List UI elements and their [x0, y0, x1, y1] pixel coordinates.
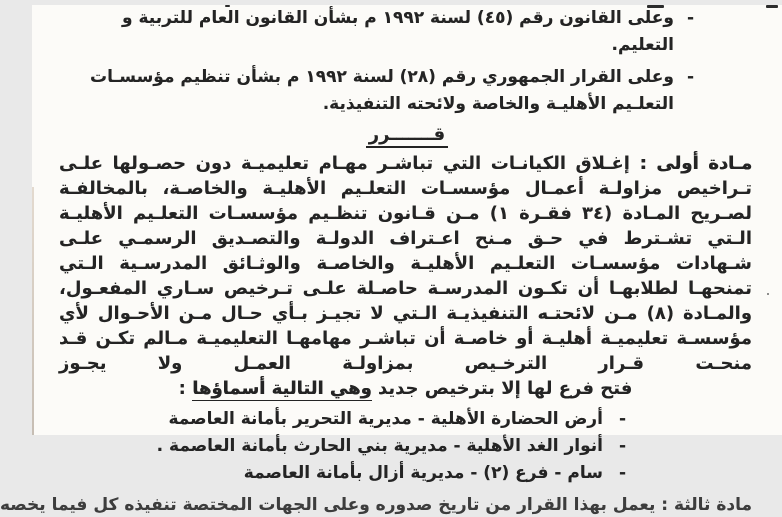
- dash-marker: -: [686, 67, 694, 87]
- dash-marker: -: [686, 8, 694, 28]
- scan-speck: [767, 293, 769, 295]
- scanned-decree-document: [0, 5, 782, 515]
- dash-marker: -: [618, 409, 626, 429]
- closing-prefix-text: فتح فرع لها إلا بترخيص جديد: [371, 378, 633, 399]
- school-name-text: أرض الحضارة الأهلية - مديرية التحرير بأمانة العاصمة: [168, 409, 603, 429]
- clipped-bottom-line: مادة ثالثة : يعمل بهذا القرار من تاريخ صدوره وعلى الجهات المختصة تنفيذه كل فيما يخصه: [0, 495, 752, 515]
- schools-list: [32, 406, 626, 487]
- decree-heading: [32, 123, 782, 146]
- article-one-closing-line: [59, 376, 752, 401]
- preamble-clause-text: وعلى القرار الجمهوري رقم (٢٨) لسنة ١٩٩٢ م بشأن تنظيم مؤسسـات التعلـيم الأهليـة والخاصة ولائحته التنفيذية.: [90, 67, 674, 114]
- preamble-clause-decree-28: [59, 64, 694, 118]
- dash-marker: -: [618, 463, 626, 483]
- school-name-text: أنوار الغد الأهلية - مديرية بني الحارث بأمانة العاصمة .: [156, 436, 603, 456]
- school-list-item: [32, 460, 626, 487]
- scan-edge-shadow: [32, 187, 34, 435]
- underlined-phrase: وهي التالية أسماؤها: [192, 378, 372, 399]
- clipped-top-line-remnant: [225, 5, 230, 7]
- closing-colon: :: [178, 378, 193, 399]
- school-list-item: [32, 433, 626, 460]
- article-one-paragraph: [59, 151, 752, 376]
- article-one-body-text: إغـلاق الكيانـات التي تباشـر مهـام تعليميـة دون حصـولها علـى تـراخيص مزاولـة أعمـال مؤسسـات التعلـيم الأهليـة والخاصـة، بالمخالفـة لصـريح المـادة (٣٤ فقـرة ١) مـن قـانون تنظـيم مؤسسـات التعلـيم الأهليـة الـتي تشـترط في حـق مـنح اعـتراف الدولـة والتصـديق الرسمـي علـى شـهادات مؤسسـات التعلـيم الأهليـة والخاصـة والوثـائق المدرسـية الـتي تمنحهـا لطلابهـا أن تكـون المدرسـة حاصـلة علـى تـرخيص سـاري المفعـول، والمـادة (٨) مـن لائحتـه التنفيذيـة الـتي لا تجيـز بـأي حـال مـن الأحـوال لأي مؤسسـة تعليميـة أهليـة أو خاصـة أن تباشـر مهامهـا التعليميـة مـالم تكـن قـد منحـت قـرار الترخـيص بمزاولـة العمـل ولا يجـوز: [59, 153, 753, 374]
- clipped-top-line-remnant: [647, 5, 664, 8]
- school-list-item: [32, 406, 626, 433]
- preamble-clause-law-45: [59, 5, 694, 59]
- decree-heading-text: قـــــــرر: [366, 124, 448, 148]
- school-name-text: سام - فرع (٢) - مديرية أزال بأمانة العاصمة: [243, 463, 603, 483]
- article-number-label: مـادة أولى :: [639, 153, 752, 174]
- preamble-clause-text: وعلى القانون رقم (٤٥) لسنة ١٩٩٢ م بشأن القانون العام للتربية و التعليم.: [122, 8, 674, 55]
- clipped-top-line-remnant: [766, 5, 778, 8]
- dash-marker: -: [618, 436, 626, 456]
- preamble-clauses: [59, 5, 694, 118]
